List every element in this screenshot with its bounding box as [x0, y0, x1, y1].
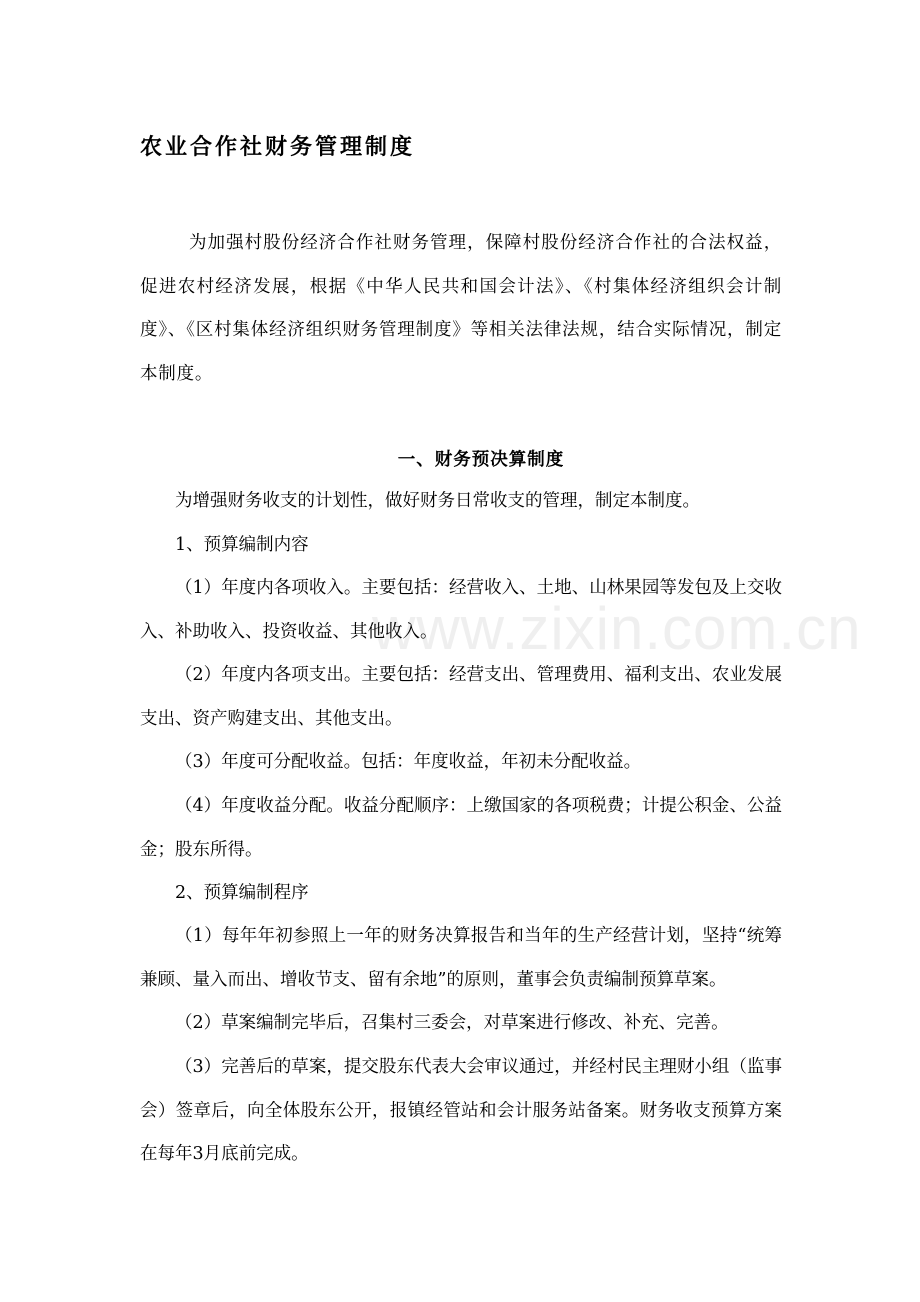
intro-paragraph: 为加强村股份经济合作社财务管理，保障村股份经济合作社的合法权益，促进农村经济发展，根据《中华人民共和国会计法》、《村集体经济组织会计制度》、《区村集体经济组织财务管理制度》等相关法律法规，结合实际情况，制定本制度。 — [140, 233, 782, 384]
list-item: （3）年度可分配收益。包括：年度收益，年初未分配收益。 — [175, 752, 642, 772]
list-item: （1）每年年初参照上一年的财务决算报告和当年的生产经营计划，坚持“统筹兼顾、量入而出、增收节支、留有余地”的原则，董事会负责编制预算草案。 — [140, 926, 782, 990]
watermark: www.zixin.com.cn — [372, 595, 862, 662]
section-purpose: 为增强财务收支的计划性，做好财务日常收支的管理，制定本制度。 — [175, 491, 700, 511]
list-item: （4）年度收益分配。收益分配顺序：上缴国家的各项税费；计提公积金、公益金；股东所得。 — [140, 796, 782, 860]
subsection-heading-2: 2、预算编制程序 — [175, 883, 309, 903]
subsection-heading-1: 1、预算编制内容 — [175, 535, 309, 555]
document-title: 农业合作社财务管理制度 — [140, 134, 416, 160]
list-item: （2）草案编制完毕后，召集村三委会，对草案进行修改、补充、完善。 — [175, 1013, 729, 1033]
section-heading: 一、财务预决算制度 — [397, 450, 565, 470]
list-item: （3）完善后的草案，提交股东代表大会审议通过，并经村民主理财小组（监事会）签章后，向全体股东公开，报镇经管站和会计服务站备案。财务收支预算方案在每年3月底前完成。 — [140, 1057, 782, 1164]
list-item: （1）年度内各项收入。主要包括：经营收入、土地、山林果园等发包及上交收入、补助收入、投资收益、其他收入。 — [140, 578, 782, 642]
list-item: （2）年度内各项支出。主要包括：经营支出、管理费用、福利支出、农业发展支出、资产购建支出、其他支出。 — [140, 665, 782, 729]
